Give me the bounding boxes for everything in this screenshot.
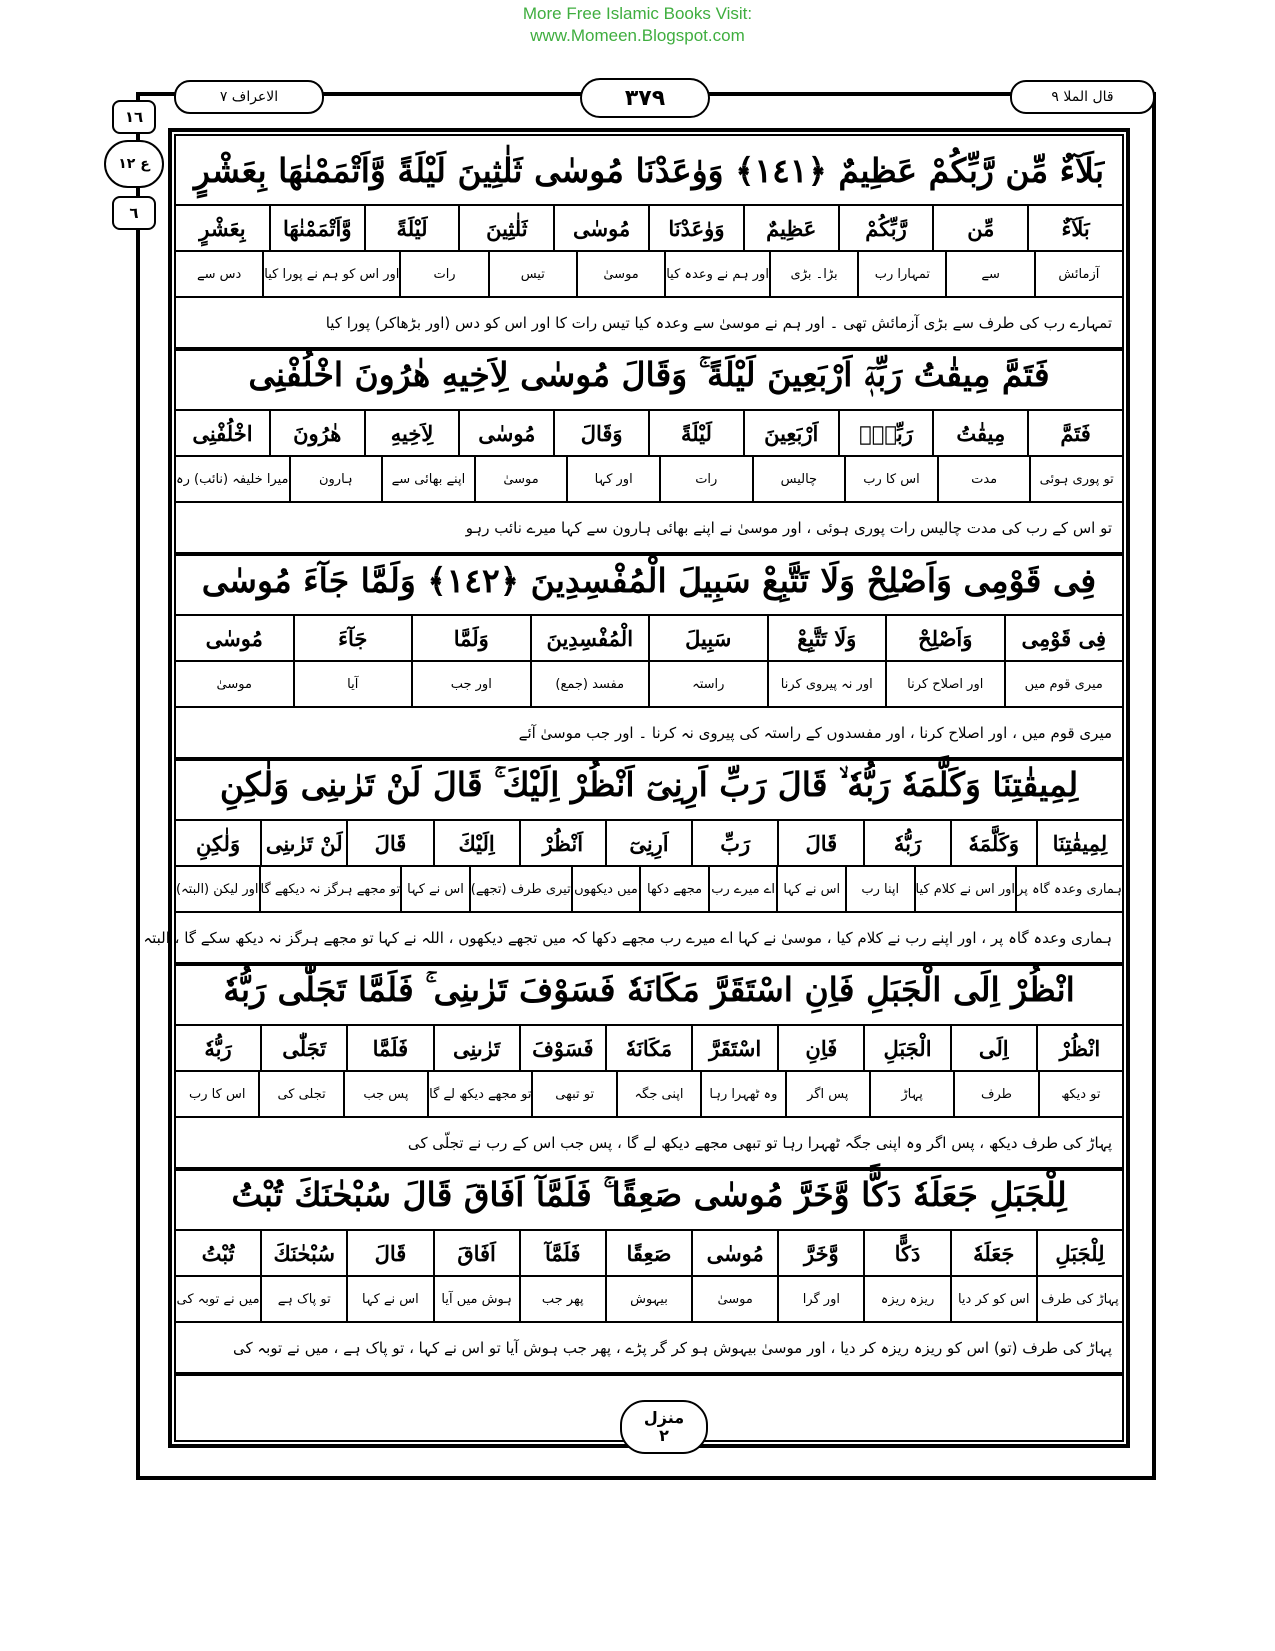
word-meaning: بڑا۔ بڑی: [769, 252, 857, 296]
word-meaning: اور اس نے کلام کیا: [914, 867, 1015, 911]
ayah-section: [176, 341, 1122, 556]
arabic-word: وَلَا تَتَّبِعْ: [767, 616, 886, 660]
word-row: [176, 206, 1122, 252]
word-meaning: میری قوم میں: [1004, 662, 1123, 706]
word-meaning: موسیٰ: [576, 252, 664, 296]
urdu-translation: پہاڑ کی طرف (تو) اس کو ریزہ ریزہ کر دیا ، اور موسیٰ بیہوش ہو کر گر پڑے ، پھر جب ہوش آیا تو اس نے کہا ، تو پاک ہے ، میں نے توبہ کی: [176, 1323, 1122, 1376]
word-meaning: اور اصلاح کرنا: [885, 662, 1004, 706]
meaning-row: [176, 457, 1122, 503]
word-meaning: پھر جب: [519, 1277, 605, 1321]
word-meaning: راستہ: [648, 662, 767, 706]
word-meaning: اپنے بھائی سے: [381, 457, 474, 501]
meaning-row: [176, 252, 1122, 298]
word-meaning: تو تبھی: [531, 1072, 615, 1116]
manzil-label: منزل: [643, 1408, 685, 1427]
word-meaning: موسیٰ: [216, 676, 252, 692]
arabic-word: وَّخَرَّ: [777, 1231, 863, 1275]
arabic-word: لِلْجَبَلِ: [1036, 1231, 1122, 1275]
urdu-translation: پہاڑ کی طرف دیکھ ، پس اگر وہ اپنی جگہ ٹھہرا رہا تو تبھی مجھے دیکھ لے گا ، پس جب اس کے رب نے تجلّی کی: [176, 1118, 1122, 1171]
word-meaning: ریزہ ریزہ: [863, 1277, 949, 1321]
arabic-word: رَبُّهٗ: [863, 821, 949, 865]
arabic-word: اِلَيْكَ: [433, 821, 519, 865]
word-row: [176, 411, 1122, 457]
word-meaning: ہوش میں آیا: [433, 1277, 519, 1321]
arabic-word: مِيقٰتُ: [932, 411, 1027, 455]
arabic-word: سَبِيلَ: [648, 616, 767, 660]
arabic-word: بَلَآءٌ: [1027, 206, 1122, 250]
word-meaning: اپنی جگہ: [616, 1072, 700, 1116]
word-meaning: تو دیکھ: [1038, 1072, 1122, 1116]
word-meaning: ہارون: [289, 457, 382, 501]
manzil-marker: [620, 1400, 708, 1454]
arabic-word: بِعَشْرٍ: [199, 215, 246, 241]
word-meaning: اور نہ پیروی کرنا: [767, 662, 886, 706]
word-meaning: تو مجھے ہرگز نہ دیکھے گا: [259, 867, 401, 911]
arabic-word: رَّبِّكُمْ: [838, 206, 933, 250]
urdu-translation: تو اس کے رب کی مدت چالیس رات پوری ہوئی ، اور موسیٰ نے اپنے بھائی ہارون سے کہا میرے نائب رہو: [176, 503, 1122, 556]
juz-name-label: قال الملا ٩: [1010, 80, 1155, 114]
arabic-word: لَنْ تَرٰىنِى: [260, 821, 346, 865]
arabic-word: مُوسٰى: [458, 411, 553, 455]
arabic-word: قَالَ: [777, 821, 863, 865]
arabic-word: رَبِّ: [691, 821, 777, 865]
word-meaning: اے میرے رب: [708, 867, 777, 911]
word-meaning: مجھے دکھا: [639, 867, 708, 911]
arabic-word: ثَلٰثِينَ: [458, 206, 553, 250]
ayah-section: [176, 1161, 1122, 1376]
arabic-word: لِاَخِيهِ: [364, 411, 459, 455]
arabic-word: لَيْلَةً: [648, 411, 743, 455]
arabic-word: وَكَلَّمَهٗ: [950, 821, 1036, 865]
arabic-word: صَعِقًا: [605, 1231, 691, 1275]
word-meaning: اس کا رب: [189, 1086, 246, 1102]
arabic-word: اخْلُفْنِى: [192, 420, 253, 446]
arabic-word: لَيْلَةً: [364, 206, 459, 250]
arabic-word: اَرِنِىٓ: [605, 821, 691, 865]
arabic-word: مُوسٰى: [691, 1231, 777, 1275]
word-meaning: میرا خلیفہ (نائب) رہ: [175, 471, 289, 487]
arabic-word: مَكَانَهٗ: [605, 1026, 691, 1070]
word-meaning: اس کو کر دیا: [950, 1277, 1036, 1321]
arabic-word: اَفَاقَ: [433, 1231, 519, 1275]
meaning-row: [176, 1072, 1122, 1118]
surah-name-label: الاعراف ٧: [174, 80, 324, 114]
meaning-row: [176, 867, 1122, 913]
arabic-word: اِلَى: [950, 1026, 1036, 1070]
word-meaning: بیہوش: [605, 1277, 691, 1321]
arabic-verse-line: فِى قَوْمِى وَاَصْلِحْ وَلَا تَتَّبِعْ سَبِيلَ الْمُفْسِدِينَ ﴿١٤٢﴾ وَلَمَّا جَآءَ مُوسٰى: [176, 546, 1122, 616]
word-meaning: پہاڑ: [869, 1072, 953, 1116]
urdu-translation: میری قوم میں ، اور اصلاح کرنا ، اور مفسدوں کے راستہ کی پیروی نہ کرنا ۔ اور جب موسیٰ آئے: [176, 708, 1122, 761]
page-number: ٣٧٩: [580, 78, 710, 118]
arabic-word: جَعَلَهٗ: [950, 1231, 1036, 1275]
word-meaning: اور ہم نے وعدہ کیا: [664, 252, 769, 296]
word-meaning: دس سے: [196, 266, 242, 282]
word-meaning: تیس: [488, 252, 576, 296]
meaning-row: [176, 662, 1122, 708]
ayah-section: [176, 136, 1122, 351]
arabic-word: تَجَلّٰى: [260, 1026, 346, 1070]
word-meaning: اور لیکن (البتہ): [175, 881, 259, 897]
word-meaning: تمہارا رب: [857, 252, 945, 296]
word-meaning: مدت: [937, 457, 1030, 501]
arabic-word: الْمُفْسِدِينَ: [530, 616, 649, 660]
word-meaning: وہ ٹھہرا رہا: [700, 1072, 784, 1116]
arabic-word: جَآءَ: [293, 616, 412, 660]
word-meaning: اس نے کہا: [400, 867, 469, 911]
word-row: [176, 1026, 1122, 1072]
ruku-marker: ع ١٢: [104, 140, 164, 188]
arabic-word: فَاِنِ: [777, 1026, 863, 1070]
arabic-word: اَنْظُرْ: [519, 821, 605, 865]
arabic-verse-line: لِلْجَبَلِ جَعَلَهٗ دَكًّا وَّخَرَّ مُوسٰى صَعِقًا ۚ فَلَمَّآ اَفَاقَ قَالَ سُبْحٰنَكَ تُبْتُ: [176, 1161, 1122, 1231]
meaning-row: [176, 1277, 1122, 1323]
arabic-word: عَظِيمٌ: [743, 206, 838, 250]
word-meaning: رات: [659, 457, 752, 501]
word-meaning: اس نے کہا: [776, 867, 845, 911]
promo-url[interactable]: www.Momeen.Blogspot.com: [530, 26, 745, 45]
word-meaning: اور اس کو ہم نے پورا کیا: [262, 252, 399, 296]
arabic-word: رَبُّهٗ: [204, 1035, 232, 1061]
manzil-number: ٢: [659, 1426, 669, 1445]
arabic-word: انْظُرْ: [1036, 1026, 1122, 1070]
word-meaning: اس نے کہا: [346, 1277, 432, 1321]
arabic-word: اَرْبَعِينَ: [743, 411, 838, 455]
arabic-word: وَلَمَّا: [411, 616, 530, 660]
word-meaning: پہاڑ کی طرف: [1036, 1277, 1122, 1321]
word-meaning: طرف: [953, 1072, 1037, 1116]
word-meaning: سے: [945, 252, 1033, 296]
word-meaning: رات: [399, 252, 487, 296]
word-meaning: موسیٰ: [691, 1277, 777, 1321]
word-meaning: تجلی کی: [258, 1072, 342, 1116]
word-meaning: موسیٰ: [474, 457, 567, 501]
arabic-verse-line: لِمِيقٰتِنَا وَكَلَّمَهٗ رَبُّهٗ ۙ قَالَ رَبِّ اَرِنِىٓ اَنْظُرْ اِلَيْكَ ۚ قَالَ لَنْ تَرٰىنِى وَلٰكِنِ: [176, 751, 1122, 821]
arabic-word: وَّاَتْمَمْنٰهَا: [269, 206, 364, 250]
word-meaning: تو پوری ہوئی: [1029, 457, 1122, 501]
arabic-word: فَتَمَّ: [1027, 411, 1122, 455]
word-meaning: مفسد (جمع): [530, 662, 649, 706]
word-row: [176, 1231, 1122, 1277]
word-row: [176, 616, 1122, 662]
word-meaning: میں دیکھوں: [571, 867, 640, 911]
word-row: [176, 821, 1122, 867]
word-meaning: آیا: [293, 662, 412, 706]
arabic-word: مُوسٰى: [205, 625, 263, 651]
word-meaning: آزمائش: [1034, 252, 1122, 296]
arabic-word: فِى قَوْمِى: [1004, 616, 1123, 660]
ruku-count-top: ١٦: [112, 100, 156, 134]
arabic-word: قَالَ: [346, 821, 432, 865]
word-meaning: اور کہا: [566, 457, 659, 501]
ayah-section: [176, 546, 1122, 761]
word-meaning: اپنا رب: [845, 867, 914, 911]
word-meaning: میں نے توبہ کی: [176, 1291, 260, 1307]
arabic-word: وَقَالَ: [553, 411, 648, 455]
arabic-word: مِّن: [932, 206, 1027, 250]
arabic-word: فَلَمَّآ: [519, 1231, 605, 1275]
arabic-word: دَكًّا: [863, 1231, 949, 1275]
word-meaning: تو پاک ہے: [260, 1277, 346, 1321]
arabic-verse-line: فَتَمَّ مِيقٰتُ رَبِّهٖٓ اَرْبَعِينَ لَيْلَةً ۚ وَقَالَ مُوسٰى لِاَخِيهِ هٰرُونَ اخْلُفْنِى: [176, 341, 1122, 411]
arabic-word: فَسَوْفَ: [519, 1026, 605, 1070]
urdu-translation: تمہارے رب کی طرف سے بڑی آزمائش تھی ۔ اور ہم نے موسیٰ سے وعدہ کیا تیس رات کا اور اس کو دس (اور بڑھاکر) پورا کیا: [176, 298, 1122, 351]
arabic-verse-line: انْظُرْ اِلَى الْجَبَلِ فَاِنِ اسْتَقَرَّ مَكَانَهٗ فَسَوْفَ تَرٰىنِى ۚ فَلَمَّا تَجَلّٰى رَبُّهٗ: [176, 956, 1122, 1026]
promo-line-1: More Free Islamic Books Visit:: [522, 4, 753, 23]
word-meaning: اور گرا: [777, 1277, 863, 1321]
arabic-word: رَبِّهٖٓ: [838, 411, 933, 455]
arabic-verse-line: بَلَآءٌ مِّن رَّبِّكُمْ عَظِيمٌ ﴿١٤١﴾ وَوٰعَدْنَا مُوسٰى ثَلٰثِينَ لَيْلَةً وَّاَتْمَمْنٰهَا بِعَشْرٍ: [176, 136, 1122, 206]
urdu-translation: ہماری وعدہ گاہ پر ، اور اپنے رب نے کلام کیا ، موسیٰ نے کہا اے میرے رب مجھے دکھا کہ میں تجھے دیکھوں ، اللہ نے کہا تو مجھے ہرگز نہ دیکھ سکے گا ، البتہ: [176, 913, 1122, 966]
word-meaning: اور جب: [411, 662, 530, 706]
ayah-section: [176, 956, 1122, 1171]
arabic-word: قَالَ: [346, 1231, 432, 1275]
ayah-section: [143, 751, 1122, 966]
word-meaning: تیری طرف (تجھے): [469, 867, 571, 911]
arabic-word: مُوسٰى: [553, 206, 648, 250]
arabic-word: اسْتَقَرَّ: [691, 1026, 777, 1070]
word-meaning: چالیس: [752, 457, 845, 501]
arabic-word: هٰرُونَ: [269, 411, 364, 455]
arabic-word: وَاَصْلِحْ: [885, 616, 1004, 660]
arabic-word: فَلَمَّا: [346, 1026, 432, 1070]
word-meaning: تو مجھے دیکھ لے گا: [427, 1072, 531, 1116]
arabic-word: لِمِيقٰتِنَا: [1036, 821, 1122, 865]
arabic-word: وَلٰكِنِ: [195, 830, 241, 856]
ruku-count-bottom: ٦: [112, 196, 156, 230]
word-meaning: پس اگر: [785, 1072, 869, 1116]
arabic-word: وَوٰعَدْنَا: [648, 206, 743, 250]
word-meaning: پس جب: [343, 1072, 427, 1116]
arabic-word: تَرٰىنِى: [433, 1026, 519, 1070]
arabic-word: تُبْتُ: [201, 1240, 235, 1266]
word-meaning: اس کا رب: [844, 457, 937, 501]
word-meaning: ہماری وعدہ گاہ پر: [1015, 867, 1122, 911]
arabic-word: الْجَبَلِ: [863, 1026, 949, 1070]
arabic-word: سُبْحٰنَكَ: [260, 1231, 346, 1275]
